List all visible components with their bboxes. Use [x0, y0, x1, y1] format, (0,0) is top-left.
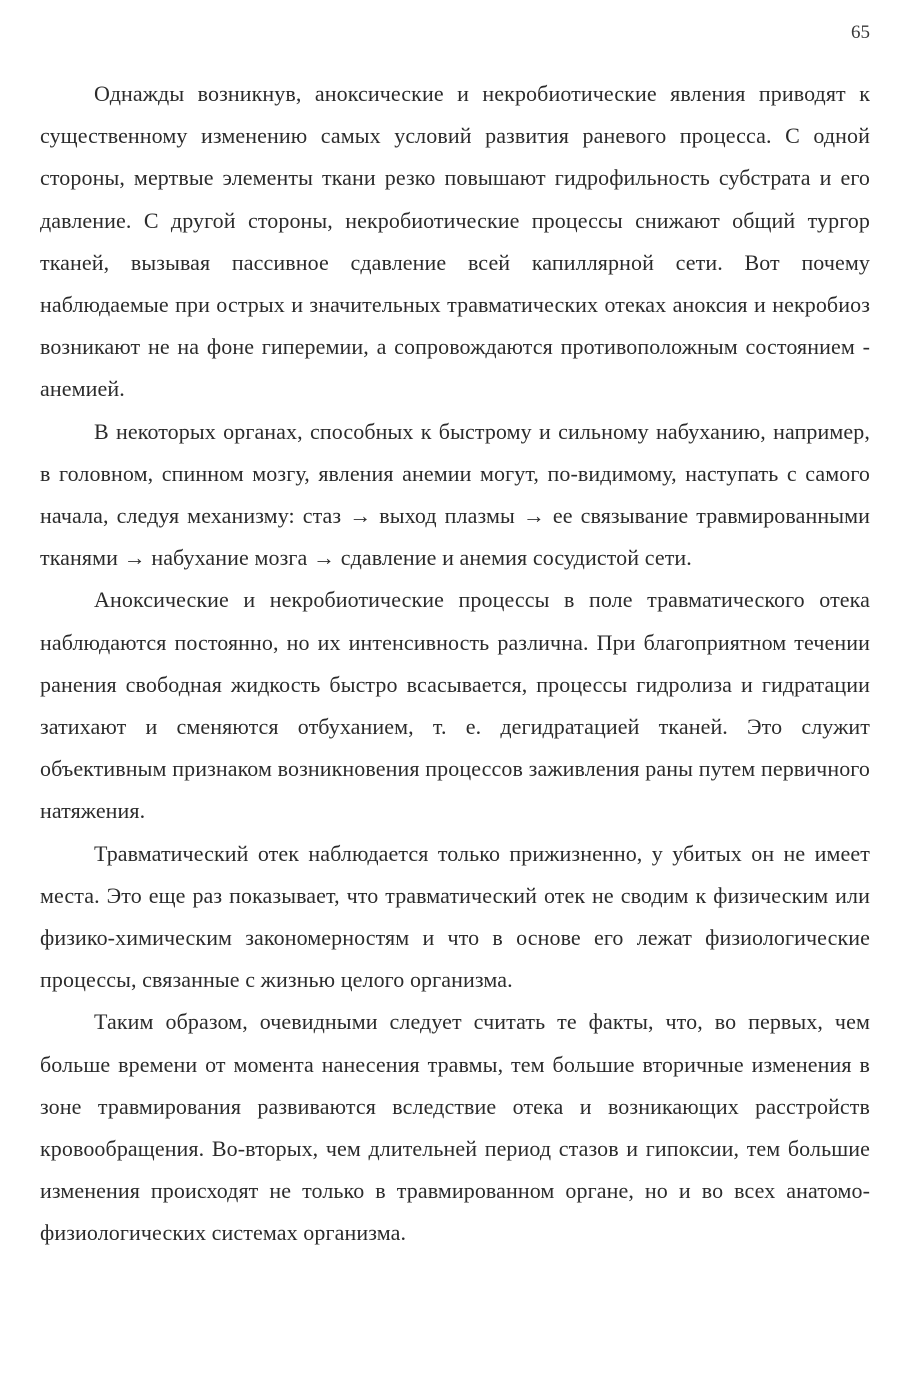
page-number: 65: [851, 22, 870, 43]
paragraph-3: Аноксические и некробиотические процессы в поле травматического отека наблюдаются постоянно, но их интенсивность различна. При благоприятном течении ранения свободная жидкость быстро всасывается, процессы гидролиза и гидратации затихают и сменяются отбуханием, т. е. дегидратацией тканей. Это служит объективным признаком возникновения процессов заживления раны путем первичного натяжения.: [40, 587, 870, 824]
paragraph-1: Однажды возникнув, аноксические и некробиотические явления приводят к существенному изменению самых условий развития раневого процесса. С одной стороны, мертвые элементы ткани резко повышают гидрофильность субстрата и его давление. С другой стороны, некробиотические процессы снижают общий тургор тканей, вызывая пассивное сдавление всей капиллярной сети. Вот почему наблюдаемые при острых и значительных травматических отеках аноксия и некробиоз возникают не на фоне гиперемии, а сопровождаются противоположным состоянием - анемией.: [40, 81, 870, 402]
paragraph-5: Таким образом, очевидными следует считать те факты, что, во первых, чем больше времени от момента нанесения травмы, тем большие вторичные изменения в зоне травмирования развиваются вследствие отека и возникающих расстройств кровообращения. Во-вторых, чем длительней период стазов и гипоксии, тем большие изменения происходят не только в травмированном органе, но и во всех анатомо-физиологических системах организма.: [40, 1009, 870, 1246]
body-text: [40, 73, 870, 1255]
paragraph-4: Травматический отек наблюдается только прижизненно, у убитых он не имеет места. Это еще раз показывает, что травматический отек не сводим к физическим или физико-химическим закономерностям и что в основе его лежат физиологические процессы, связанные с жизнью целого организма.: [40, 840, 870, 993]
paragraph-2: В некоторых органах, способных к быстрому и сильному набуханию, например, в головном, спинном мозгу, явления анемии могут, по-видимому, наступать с самого начала, следуя механизму: стаз → выход плазмы → ее связывание травмированными тканями → набухание мозга → сдавление и анемия сосудистой сети.: [40, 418, 870, 571]
